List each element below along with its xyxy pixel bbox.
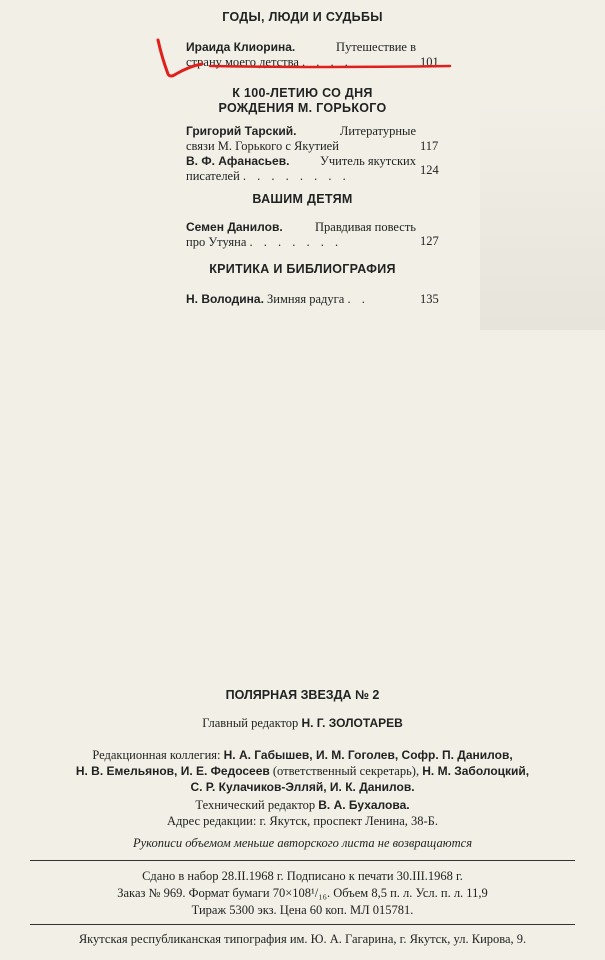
editorial-board-line-2	[0, 764, 605, 779]
toc-entry-tarsky	[186, 124, 416, 154]
tech-editor-name: В. А. Бухалова.	[318, 798, 410, 812]
entry-author: Ираида Клиорина.	[186, 40, 296, 54]
chief-editor-name: Н. Г. ЗОЛОТАРЕВ	[301, 716, 403, 730]
editorial-board-line-1	[0, 748, 605, 763]
entry-title: Литературные	[339, 124, 416, 138]
section-heading-for-children: ВАШИМ ДЕТЯМ	[252, 192, 353, 206]
chief-editor-line	[0, 716, 605, 731]
bleed-through-shadow	[480, 100, 605, 330]
page-number: 101	[420, 55, 439, 69]
entry-author: Семен Данилов.	[186, 220, 283, 234]
imprint-line-2: Заказ № 969. Формат бумаги 70×108¹/₁₆. Объем 8,5 п. л. Усл. п. л. 11,9	[117, 886, 488, 900]
editorial-board-line-3: С. Р. Кулачиков-Элляй, И. К. Данилов.	[190, 780, 415, 794]
page-number: 127	[420, 234, 439, 248]
entry-title: Зимняя радуга	[267, 292, 345, 306]
imprint-line-3: Тираж 5300 экз. Цена 60 коп. МЛ 015781.	[191, 903, 414, 917]
page-number: 135	[420, 292, 439, 306]
divider-rule	[30, 860, 575, 861]
editorial-board-names-1: Н. А. Габышев, И. М. Гоголев, Софр. П. Данилов,	[223, 748, 513, 762]
entry-title: Путешествие в	[336, 40, 416, 54]
entry-title-cont: писателей	[186, 169, 240, 183]
red-pen-annotation	[150, 34, 455, 84]
leader-dots: . . . . . . . .	[242, 169, 350, 183]
leader-dots: . .	[347, 292, 369, 306]
entry-title-cont: про Утуяна	[186, 235, 247, 249]
editorial-board-label: Редакционная коллегия:	[92, 748, 221, 762]
tech-editor-line	[0, 798, 605, 813]
entry-author: Н. Володина.	[186, 292, 264, 306]
leader-dots: . . . .	[302, 55, 352, 69]
toc-entry-volodina	[186, 292, 416, 307]
tech-editor-label: Технический редактор	[195, 798, 316, 812]
imprint-line-1: Сдано в набор 28.II.1968 г. Подписано к печати 30.III.1968 г.	[142, 869, 463, 883]
section-heading-gorky-a: К 100-ЛЕТИЮ СО ДНЯ	[232, 86, 373, 100]
page-number: 117	[420, 139, 439, 153]
editorial-board-names-2c: Н. М. Заболоцкий,	[422, 764, 530, 778]
editorial-address: Адрес редакции: г. Якутск, проспект Ленина, 38-Б.	[167, 814, 438, 828]
printer-line: Якутская республиканская типография им. Ю. А. Гагарина, г. Якутск, ул. Кирова, 9.	[78, 932, 527, 946]
entry-title-cont: связи М. Горького с Якутией	[186, 139, 339, 153]
entry-author: Григорий Тарский.	[186, 124, 297, 138]
editorial-board-names-2a: Н. В. Емельянов, И. Е. Федосеев	[75, 764, 270, 778]
entry-title-cont: страну моего детства	[186, 55, 299, 69]
editorial-board-secretary-note: (ответственный секретарь),	[272, 764, 420, 778]
leader-dots: . . . . . . .	[249, 235, 343, 249]
chief-editor-label: Главный редактор	[202, 716, 299, 730]
entry-title: Учитель якутских	[320, 154, 416, 168]
manuscript-notice: Рукописи объемом меньше авторского листа не возвращаются	[132, 836, 473, 850]
section-heading-criticism: КРИТИКА И БИБЛИОГРАФИЯ	[209, 262, 396, 276]
journal-title: ПОЛЯРНАЯ ЗВЕЗДА № 2	[225, 688, 380, 702]
divider-rule	[30, 924, 575, 925]
entry-title: Правдивая повесть	[315, 220, 416, 234]
section-heading-gorky-b: РОЖДЕНИЯ М. ГОРЬКОГО	[218, 101, 387, 115]
toc-entry-danilov	[186, 220, 416, 250]
section-heading-years-people-fates: ГОДЫ, ЛЮДИ И СУДЬБЫ	[222, 10, 383, 24]
entry-author: В. Ф. Афанасьев.	[186, 154, 290, 168]
toc-entry-afanasyev	[186, 154, 416, 184]
page-number: 124	[420, 163, 439, 177]
